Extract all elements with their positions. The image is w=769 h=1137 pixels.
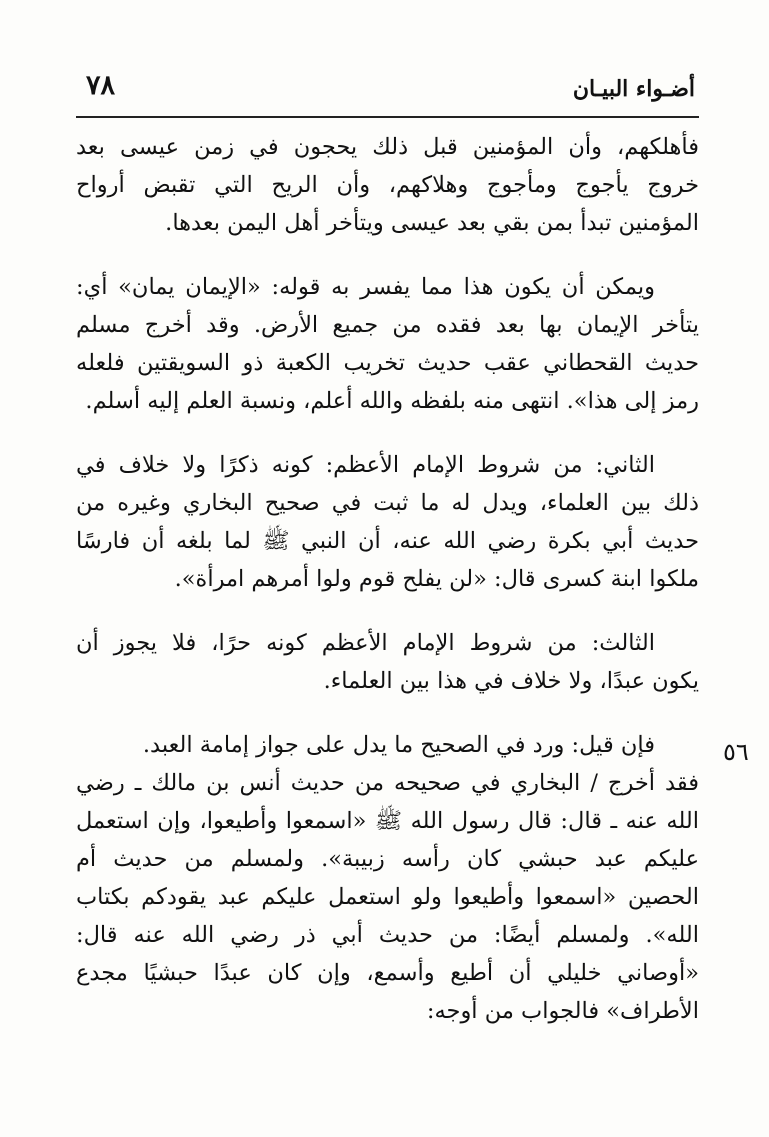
text-line: فقد أخرج / البخاري في صحيحه من حديث أنس بن مالك ـ رضي xyxy=(76,770,699,796)
text-line: الحصين «اسمعوا وأطيعوا ولو استعمل عليكم عبد يقودكم بكتاب xyxy=(76,884,699,910)
text-line: رمز إلى هذا». انتهى منه بلفظه والله أعلم، ونسبة العلم إليه أسلم. xyxy=(85,388,699,414)
text-line: يتأخر الإيمان بها بعد فقده من جميع الأرض. وقد أخرج مسلم xyxy=(76,312,699,338)
text-line: الله عنه ـ قال: قال رسول الله ﷺ «اسمعوا وأطيعوا، وإن استعمل xyxy=(76,808,699,834)
text-line: ويمكن أن يكون هذا مما يفسر به قوله: «الإيمان يمان» أي: xyxy=(76,274,655,300)
paragraph-5 xyxy=(76,726,699,1030)
page-header xyxy=(76,70,699,118)
paragraph-1 xyxy=(76,128,699,242)
paragraph-3 xyxy=(76,446,699,598)
text-line: «أوصاني خليلي أن أطيع وأسمع، وإن كان عبدًا حبشيًا مجدع xyxy=(76,960,699,986)
text-line: يكون عبدًا، ولا خلاف في هذا بين العلماء. xyxy=(323,668,699,694)
running-title: أضـواء البيـان xyxy=(572,76,695,102)
text-line: فأهلكهم، وأن المؤمنين قبل ذلك يحجون في زمن عيسى بعد xyxy=(76,134,699,160)
paragraph-2 xyxy=(76,268,699,420)
text-line: الله». ولمسلم أيضًا: من حديث أبي ذر رضي الله عنه قال: xyxy=(76,922,699,948)
margin-page-reference: ٥٦ xyxy=(723,738,749,766)
text-line: الأطراف» فالجواب من أوجه: xyxy=(426,998,699,1024)
text-line: المؤمنين تبدأ بمن بقي بعد عيسى ويتأخر أهل اليمن بعدها. xyxy=(165,210,699,236)
text-line: فإن قيل: ورد في الصحيح ما يدل على جواز إمامة العبد. xyxy=(142,732,655,758)
text-line: حديث القحطاني عقب حديث تخريب الكعبة ذو السويقتين فلعله xyxy=(76,350,699,376)
page-number: ٧٨ xyxy=(86,70,116,101)
text-line: حديث أبي بكرة رضي الله عنه، أن النبي ﷺ لما بلغه أن فارسًا xyxy=(76,528,699,554)
paragraph-4 xyxy=(76,624,699,700)
page-body xyxy=(76,128,699,1030)
text-line: الثاني: من شروط الإمام الأعظم: كونه ذكرًا ولا خلاف في xyxy=(76,452,655,478)
text-line: خروج يأجوج ومأجوج وهلاكهم، وأن الريح التي تقبض أرواح xyxy=(76,172,699,198)
text-line: ملكوا ابنة كسرى قال: «لن يفلح قوم ولوا أمرهم امرأة». xyxy=(174,566,699,592)
text-line: الثالث: من شروط الإمام الأعظم كونه حرًا، فلا يجوز أن xyxy=(76,630,655,656)
text-line: ذلك بين العلماء، ويدل له ما ثبت في صحيح البخاري وغيره من xyxy=(76,490,699,516)
text-line: عليكم عبد حبشي كان رأسه زبيبة». ولمسلم من حديث أم xyxy=(76,846,699,872)
